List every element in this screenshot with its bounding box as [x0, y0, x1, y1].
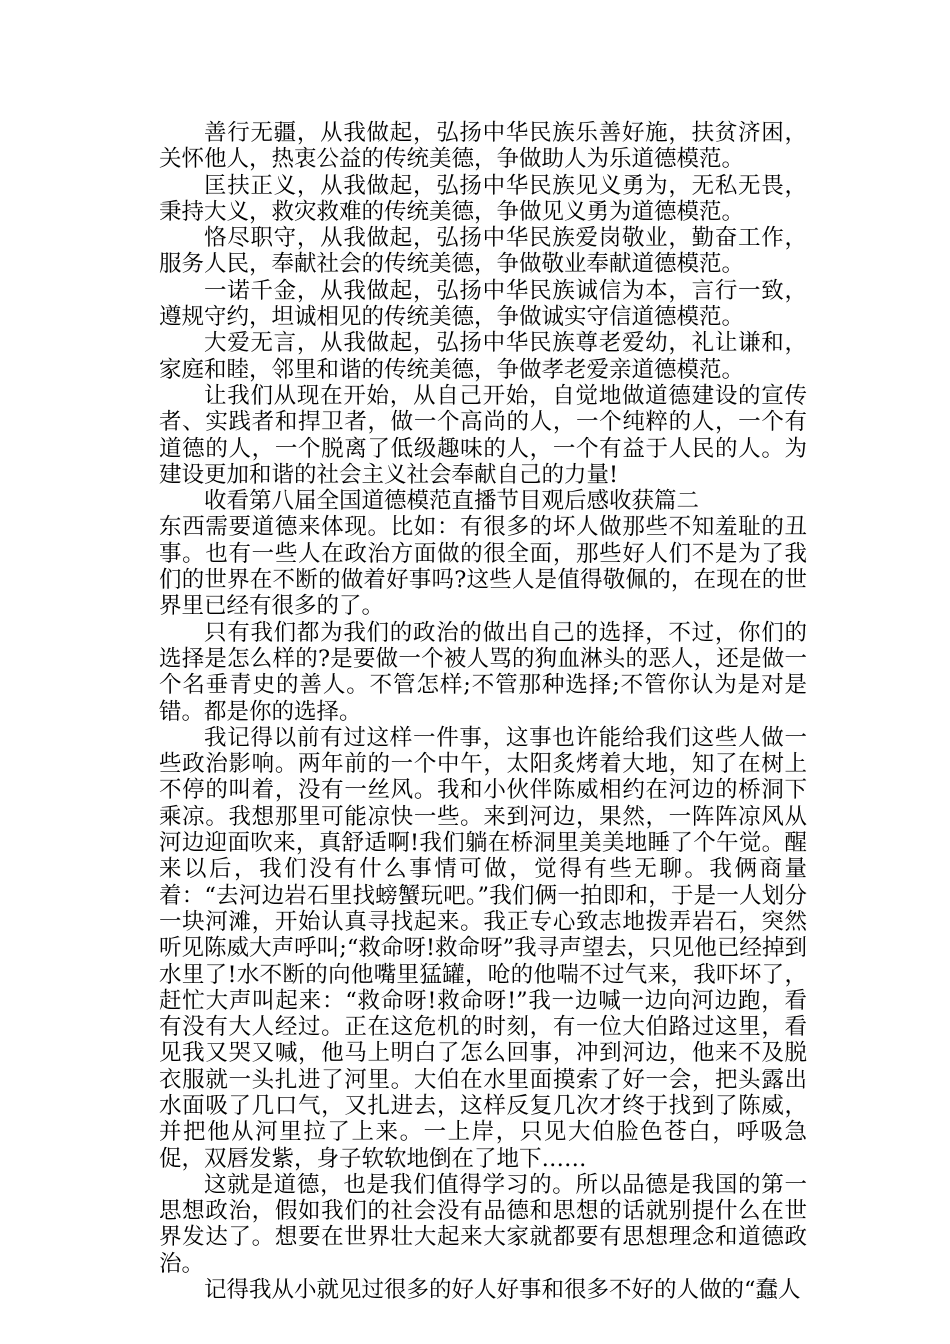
paragraph-shanxing: 善行无疆，从我做起，弘扬中华民族乐善好施，扶贫济困，关怀他人，热衷公益的传统美德，争做助人为乐道德模范。 — [159, 120, 807, 173]
paragraph-kuangfu: 匡扶正义，从我做起，弘扬中华民族见义勇为，无私无畏，秉持大义，救灾救难的传统美德，争做见义勇为道德模范。 — [159, 172, 807, 225]
paragraph-rang-women: 让我们从现在开始，从自己开始，自觉地做道德建设的宣传者、实践者和捍卫者，做一个高尚的人，一个纯粹的人，一个有道德的人，一个脱离了低级趣味的人，一个有益于人民的人。为建设更加和谐的社会主义社会奉献自己的力量! — [159, 382, 807, 488]
section-heading: 收看第八届全国道德模范直播节目观后感收获篇二 — [204, 488, 700, 515]
paragraph-daai: 大爱无言，从我做起，弘扬中华民族尊老爱幼，礼让谦和，家庭和睦，邻里和谐的传统美德，争做孝老爱亲道德模范。 — [159, 330, 807, 383]
paragraph-dongxi: 东西需要道德来体现。比如：有很多的坏人做那些不知羞耻的丑事。也有一些人在政治方面做的很全面，那些好人们不是为了我们的世界在不断的做着好事吗?这些人是值得敬佩的，在现在的世界里已经有很多的了。 — [159, 514, 807, 620]
paragraph-kejin: 恪尽职守，从我做起，弘扬中华民族爱岗敬业，勤奋工作，服务人民，奉献社会的传统美德，争做敬业奉献道德模范。 — [159, 225, 807, 278]
paragraph-story: 我记得以前有过这样一件事，这事也许能给我们这些人做一些政治影响。两年前的一个中午，太阳炙烤着大地，知了在树上不停的叫着，没有一丝风。我和小伙伴陈威相约在河边的桥洞下乘凉。我想那里可能凉快一些。来到河边，果然，一阵阵凉风从河边迎面吹来，真舒适啊!我们躺在桥洞里美美地睡了个午觉。醒来以后，我们没有什么事情可做，觉得有些无聊。我俩商量着：“去河边岩石里找螃蟹玩吧。”我们俩一拍即和，于是一人划分一块河滩，开始认真寻找起来。我正专心致志地拨弄岩石，突然听见陈威大声呼叫;“救命呀!救命呀”我寻声望去，只见他已经掉到水里了!水不断的向他嘴里猛罐，呛的他喘不过气来，我吓坏了，赶忙大声叫起来：“救命呀!救命呀!”我一边喊一边向河边跑，看有没有大人经过。正在这危机的时刻，有一位大伯路过这里，看见我又哭又喊，他马上明白了怎么回事，冲到河边，他来不及脱衣服就一头扎进了河里。大伯在水里面摸索了好一会，把头露出水面吸了几口气，又扎进去，这样反复几次才终于找到了陈威，并把他从河里拉了上来。一上岸，只见大伯脸色苍白，呼吸急促，双唇发紫，身子软软地倒在了地下…… — [159, 724, 807, 1172]
paragraph-daode: 这就是道德，也是我们值得学习的。所以品德是我国的第一思想政治，假如我们的社会没有品德和思想的话就别提什么在世界发达了。想要在世界壮大起来大家就都要有思想理念和道德政治。 — [159, 1171, 807, 1277]
paragraph-yinuo: 一诺千金，从我做起，弘扬中华民族诚信为本，言行一致，遵规守约，坦诚相见的传统美德，争做诚实守信道德模范。 — [159, 277, 807, 331]
document-body — [159, 120, 807, 1303]
paragraph-zhiyou: 只有我们都为我们的政治的做出自己的选择，不过，你们的选择是怎么样的?是要做一个被人骂的狗血淋头的恶人，还是做一个名垂青史的善人。不管怎样;不管那种选择;不管你认为是对是错。都是你的选择。 — [159, 619, 807, 725]
paragraph-jide: 记得我从小就见过很多的好人好事和很多不好的人做的“蠢人 — [204, 1277, 801, 1304]
